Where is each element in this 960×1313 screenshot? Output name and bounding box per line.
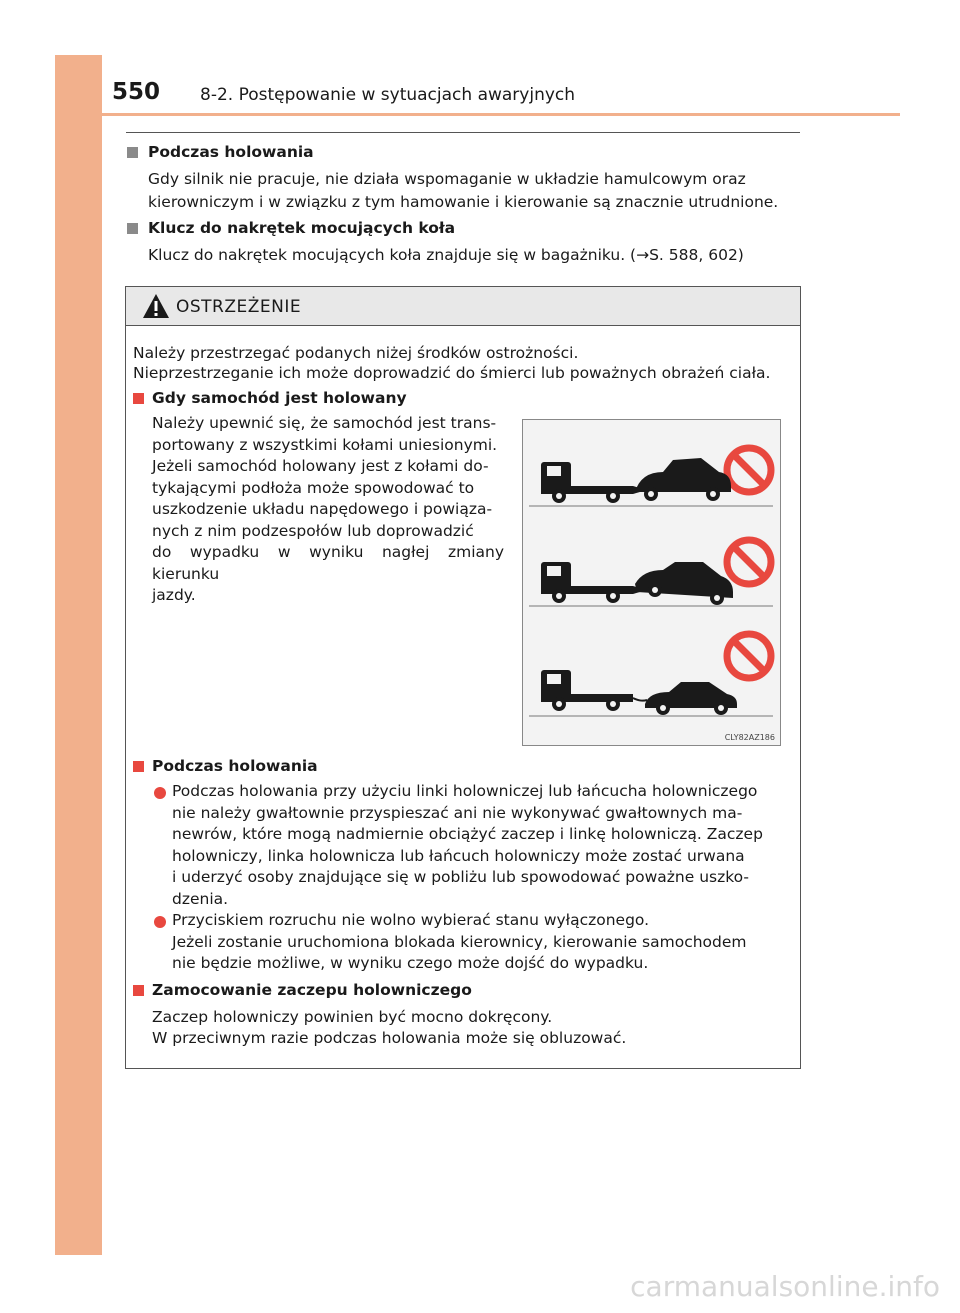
section1-line: uszkodzenie układu napędowego i powiąza- (152, 500, 493, 518)
bullet2-paragraph (172, 910, 784, 975)
bullet1-line: Podczas holowania przy użyciu linki holowniczej lub łańcucha holowniczego (172, 782, 758, 800)
note-line: kierowniczym i w związku z tym hamowanie i kierowanie są znacznie utrudnione. (148, 193, 779, 211)
section1-line: jazdy. (152, 586, 196, 604)
note-heading: Podczas holowania (148, 143, 314, 161)
bullet1-line: i uderzyć osoby znajdujące się w pobliżu lub spowodować poważne uszko- (172, 868, 750, 886)
warning-section-heading: Zamocowanie zaczepu holowniczego (152, 981, 472, 999)
tow-scene-rear-wheels-down (529, 540, 773, 606)
towing-diagram (523, 420, 780, 745)
grey-square-bullet (127, 147, 138, 158)
section1-line: tykającymi podłoża może spowodować to (152, 478, 475, 497)
section1-line: portowany z wszystkimi kołami uniesionymi. (152, 435, 498, 454)
bullet2-line: Jeżeli zostanie uruchomiona blokada kierownicy, kierowanie samochodem (172, 932, 747, 951)
red-dot-bullet (154, 916, 166, 928)
warning-title: OSTRZEŻENIE (176, 297, 302, 317)
note-line: Gdy silnik nie pracuje, nie działa wspomaganie w układzie hamulcowym oraz (148, 170, 746, 188)
bullet2-line: Przyciskiem rozruchu nie wolno wybierać stanu wyłączonego. (172, 911, 650, 929)
bullet1-line: newrów, które mogą nadmiernie obciążyć zaczep i linkę holowniczą. Zaczep (172, 825, 763, 843)
bullet1-paragraph (172, 781, 784, 910)
grey-square-bullet (127, 223, 138, 234)
section-title: 8-2. Postępowanie w sytuacjach awaryjnych (200, 85, 576, 105)
illustration-code: CLY82AZ186 (724, 733, 775, 742)
warning-section-heading: Podczas holowania (152, 757, 318, 775)
red-square-bullet (133, 761, 144, 772)
divider (126, 132, 800, 133)
side-color-bar (55, 55, 102, 1255)
page-number: 550 (112, 79, 161, 105)
tow-scene-rope-all-down (529, 634, 773, 716)
bullet1-line: holowniczy, linka holownicza lub łańcuch holowniczy może zostać urwana (172, 846, 745, 865)
bullet1-line: nie należy gwałtownie przyspieszać ani nie wykonywać gwałtownych ma- (172, 803, 743, 822)
red-square-bullet (133, 985, 144, 996)
red-square-bullet (133, 393, 144, 404)
section3-line: W przeciwnym razie podczas holowania może się obluzować. (152, 1029, 627, 1047)
bullet2-line: nie będzie możliwe, w wyniku czego może dojść do wypadku. (172, 954, 649, 972)
warning-header (126, 287, 800, 326)
section1-line: nych z nim podzespołów lub doprowadzić (152, 521, 474, 540)
tow-scene-front-wheels-down (529, 448, 773, 506)
bullet1-line: dzenia. (172, 889, 229, 908)
section1-line: do wypadku w wyniku nagłej zmiany kierunku (152, 543, 504, 583)
section3-line: Zaczep holowniczy powinien być mocno dokręcony. (152, 1008, 553, 1026)
warning-intro-line: Należy przestrzegać podanych niżej środków ostrożności. (133, 344, 579, 362)
note-line: Klucz do nakrętek mocujących koła znajduje się w bagażniku. (→S. 588, 602) (148, 246, 744, 264)
warning-section-heading: Gdy samochód jest holowany (152, 389, 407, 407)
towing-illustration (522, 419, 781, 746)
warning-triangle-icon (142, 293, 170, 319)
section1-paragraph (152, 413, 504, 607)
section1-line: Należy upewnić się, że samochód jest trans- (152, 414, 497, 432)
footer-watermark: carmanualsonline.info (630, 1270, 940, 1303)
red-dot-bullet (154, 787, 166, 799)
header-rule (102, 113, 900, 116)
section1-line: Jeżeli samochód holowany jest z kołami do- (152, 457, 489, 475)
note-heading: Klucz do nakrętek mocujących koła (148, 219, 456, 237)
warning-intro-line: Nieprzestrzeganie ich może doprowadzić do śmierci lub poważnych obrażeń ciała. (133, 364, 771, 382)
